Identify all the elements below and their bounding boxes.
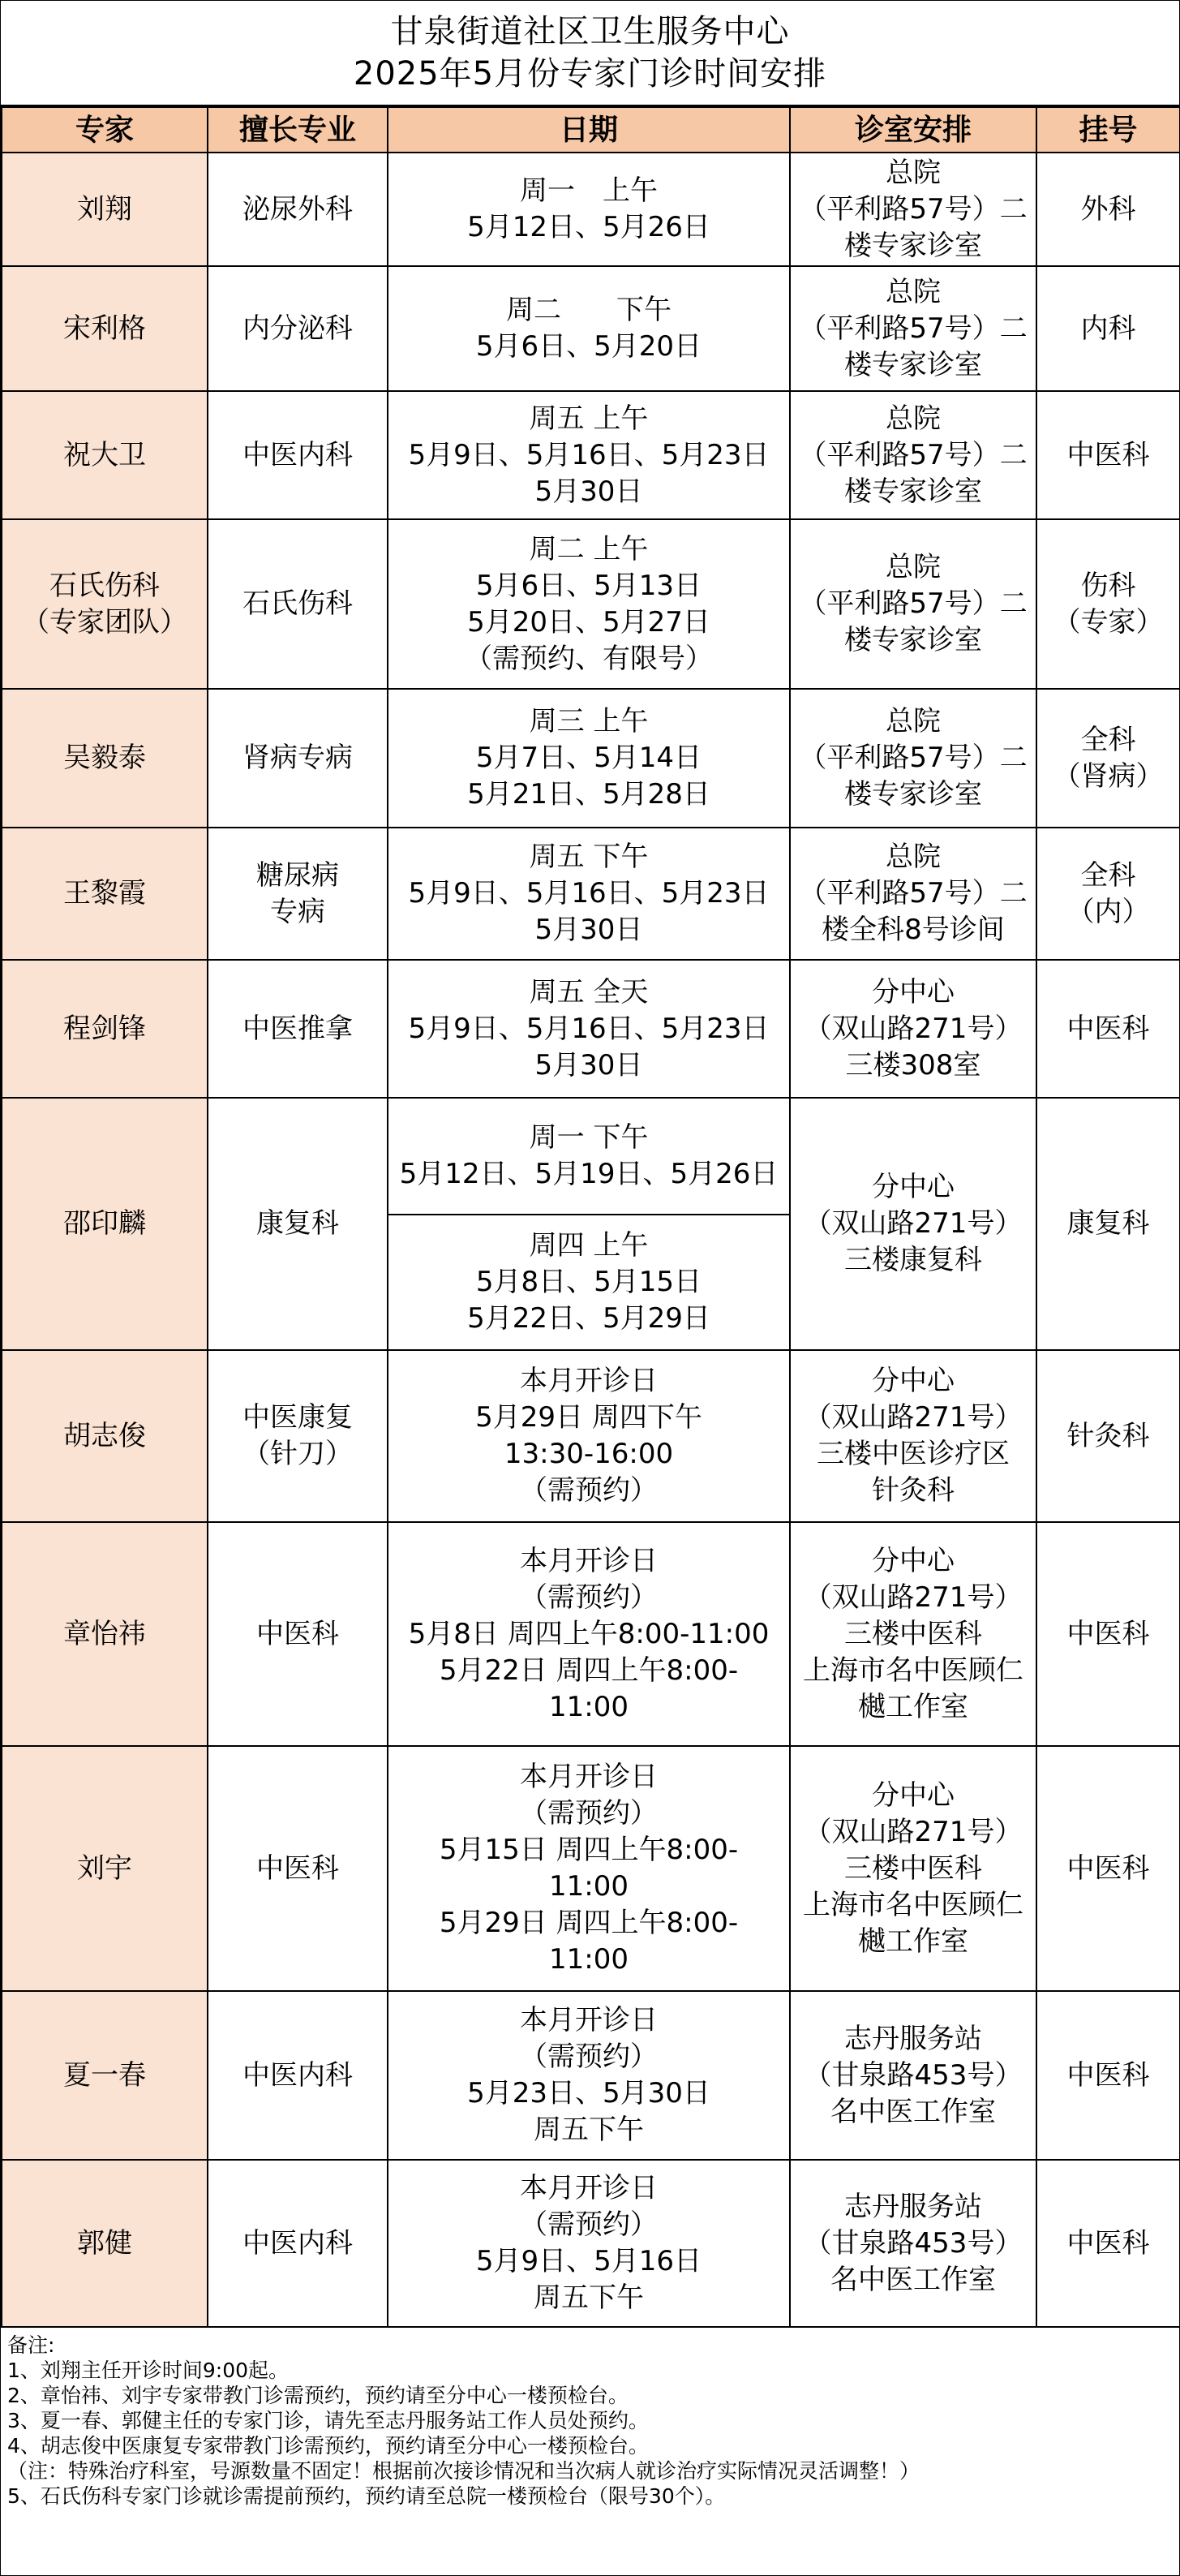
room-cell: 分中心 （双山路271号） 三楼中医科 上海市名中医顾仁 樾工作室 — [790, 1746, 1036, 1991]
date-cell: 周五 下午 5月9日、5月16日、5月23日 5月30日 — [388, 828, 790, 960]
date-cell: 本月开诊日 5月29日 周四下午 13:30-16:00 （需预约） — [388, 1350, 790, 1522]
expert-name: 刘翔 — [2, 153, 208, 266]
schedule-table — [1, 106, 1180, 2328]
specialty-cell: 中医康复 （针刀） — [208, 1350, 388, 1522]
note-line: 2、章怡祎、刘宇专家带教门诊需预约，预约请至分中心一楼预检台。 — [7, 2384, 629, 2407]
specialty-cell: 中医内科 — [208, 391, 388, 519]
header-date: 日期 — [388, 107, 790, 153]
table-row — [2, 266, 1180, 391]
room-cell: 分中心 （双山路271号） 三楼康复科 — [790, 1098, 1036, 1350]
specialty-cell: 内分泌科 — [208, 266, 388, 391]
date-cell: 周五 全天 5月9日、5月16日、5月23日 5月30日 — [388, 960, 790, 1098]
expert-name: 石氏伤科 （专家团队） — [2, 519, 208, 689]
room-cell: 总院 （平利路57号）二 楼专家诊室 — [790, 153, 1036, 266]
date-cell: 周五 上午 5月9日、5月16日、5月23日 5月30日 — [388, 391, 790, 519]
expert-name: 祝大卫 — [2, 391, 208, 519]
specialty-cell: 中医推拿 — [208, 960, 388, 1098]
registration-cell: 伤科 （专家） — [1036, 519, 1180, 689]
header-registration: 挂号 — [1036, 107, 1180, 153]
room-cell: 总院 （平利路57号）二 楼全科8号诊间 — [790, 828, 1036, 960]
specialty-cell: 中医科 — [208, 1522, 388, 1746]
table-row — [2, 519, 1180, 689]
registration-cell: 康复科 — [1036, 1098, 1180, 1350]
note-line: 3、夏一春、郭健主任的专家门诊，请先至志丹服务站工作人员处预约。 — [7, 2409, 649, 2432]
table-row — [2, 1350, 1180, 1522]
header-specialty: 擅长专业 — [208, 107, 388, 153]
registration-cell: 内科 — [1036, 266, 1180, 391]
table-row — [2, 1522, 1180, 1746]
room-cell: 分中心 （双山路271号） 三楼中医诊疗区 针灸科 — [790, 1350, 1036, 1522]
date-cell: 周一 上午 5月12日、5月26日 — [388, 153, 790, 266]
table-row — [2, 2160, 1180, 2327]
table-row — [2, 828, 1180, 960]
room-cell: 总院 （平利路57号）二 楼专家诊室 — [790, 266, 1036, 391]
room-cell: 总院 （平利路57号）二 楼专家诊室 — [790, 519, 1036, 689]
expert-name: 邵印麟 — [2, 1098, 208, 1350]
date-cell: 周三 上午 5月7日、5月14日 5月21日、5月28日 — [388, 689, 790, 828]
specialty-cell: 中医内科 — [208, 2160, 388, 2327]
title-line-2: 2025年5月份专家门诊时间安排 — [353, 55, 827, 92]
date-cell: 本月开诊日 （需预约） 5月23日、5月30日 周五下午 — [388, 1991, 790, 2160]
room-cell: 总院 （平利路57号）二 楼专家诊室 — [790, 689, 1036, 828]
expert-name: 章怡祎 — [2, 1522, 208, 1746]
header-row — [2, 107, 1180, 153]
notes-section — [1, 2328, 1179, 2514]
table-row — [2, 1746, 1180, 1991]
specialty-cell: 糖尿病 专病 — [208, 828, 388, 960]
header-room: 诊室安排 — [790, 107, 1036, 153]
registration-cell: 中医科 — [1036, 2160, 1180, 2327]
registration-cell: 全科 （内） — [1036, 828, 1180, 960]
table-row — [2, 1098, 1180, 1215]
table-row — [2, 960, 1180, 1098]
room-cell: 总院 （平利路57号）二 楼专家诊室 — [790, 391, 1036, 519]
note-line: 1、刘翔主任开诊时间9:00起。 — [7, 2359, 290, 2382]
note-line: （注：特殊治疗科室，号源数量不固定！根据前次接诊情况和当次病人就诊治疗实际情况灵活调整！） — [7, 2459, 920, 2483]
title-line-1: 甘泉街道社区卫生服务中心 — [390, 13, 790, 50]
specialty-cell: 泌尿外科 — [208, 153, 388, 266]
specialty-cell: 中医科 — [208, 1746, 388, 1991]
expert-name: 刘宇 — [2, 1746, 208, 1991]
registration-cell: 中医科 — [1036, 391, 1180, 519]
expert-name: 夏一春 — [2, 1991, 208, 2160]
specialty-cell: 中医内科 — [208, 1991, 388, 2160]
expert-name: 胡志俊 — [2, 1350, 208, 1522]
date-cell: 本月开诊日 （需预约） 5月15日 周四上午8:00- 11:00 5月29日 周四上午8:00- 11:00 — [388, 1746, 790, 1991]
date-cell: 周一 下午 5月12日、5月19日、5月26日 — [388, 1098, 790, 1215]
registration-cell: 针灸科 — [1036, 1350, 1180, 1522]
expert-name: 王黎霞 — [2, 828, 208, 960]
expert-name: 郭健 — [2, 2160, 208, 2327]
notes-heading: 备注: — [7, 2333, 55, 2357]
table-row — [2, 1991, 1180, 2160]
room-cell: 分中心 （双山路271号） 三楼308室 — [790, 960, 1036, 1098]
date-cell: 本月开诊日 （需预约） 5月9日、5月16日 周五下午 — [388, 2160, 790, 2327]
date-cell: 周二 下午 5月6日、5月20日 — [388, 266, 790, 391]
date-cell: 周四 上午 5月8日、5月15日 5月22日、5月29日 — [388, 1215, 790, 1350]
expert-name: 程剑锋 — [2, 960, 208, 1098]
expert-name: 吴毅泰 — [2, 689, 208, 828]
table-row — [2, 153, 1180, 266]
note-line: 5、石氏伤科专家门诊就诊需提前预约，预约请至总院一楼预检台（限号30个）。 — [7, 2484, 726, 2508]
table-row — [2, 391, 1180, 519]
registration-cell: 中医科 — [1036, 1991, 1180, 2160]
title-block — [1, 1, 1179, 106]
table-row — [2, 689, 1180, 828]
specialty-cell: 石氏伤科 — [208, 519, 388, 689]
specialty-cell: 康复科 — [208, 1098, 388, 1350]
date-cell: 周二 上午 5月6日、5月13日 5月20日、5月27日 （需预约、有限号） — [388, 519, 790, 689]
expert-name: 宋利格 — [2, 266, 208, 391]
room-cell: 分中心 （双山路271号） 三楼中医科 上海市名中医顾仁 樾工作室 — [790, 1522, 1036, 1746]
room-cell: 志丹服务站 （甘泉路453号） 名中医工作室 — [790, 1991, 1036, 2160]
registration-cell: 中医科 — [1036, 960, 1180, 1098]
date-cell: 本月开诊日 （需预约） 5月8日 周四上午8:00-11:00 5月22日 周四上午8:00- 11:00 — [388, 1522, 790, 1746]
registration-cell: 外科 — [1036, 153, 1180, 266]
specialty-cell: 肾病专病 — [208, 689, 388, 828]
registration-cell: 中医科 — [1036, 1746, 1180, 1991]
note-line: 4、胡志俊中医康复专家带教门诊需预约，预约请至分中心一楼预检台。 — [7, 2434, 649, 2458]
room-cell: 志丹服务站 （甘泉路453号） 名中医工作室 — [790, 2160, 1036, 2327]
registration-cell: 全科 （肾病） — [1036, 689, 1180, 828]
registration-cell: 中医科 — [1036, 1522, 1180, 1746]
schedule-body — [2, 153, 1180, 2327]
header-expert: 专家 — [2, 107, 208, 153]
